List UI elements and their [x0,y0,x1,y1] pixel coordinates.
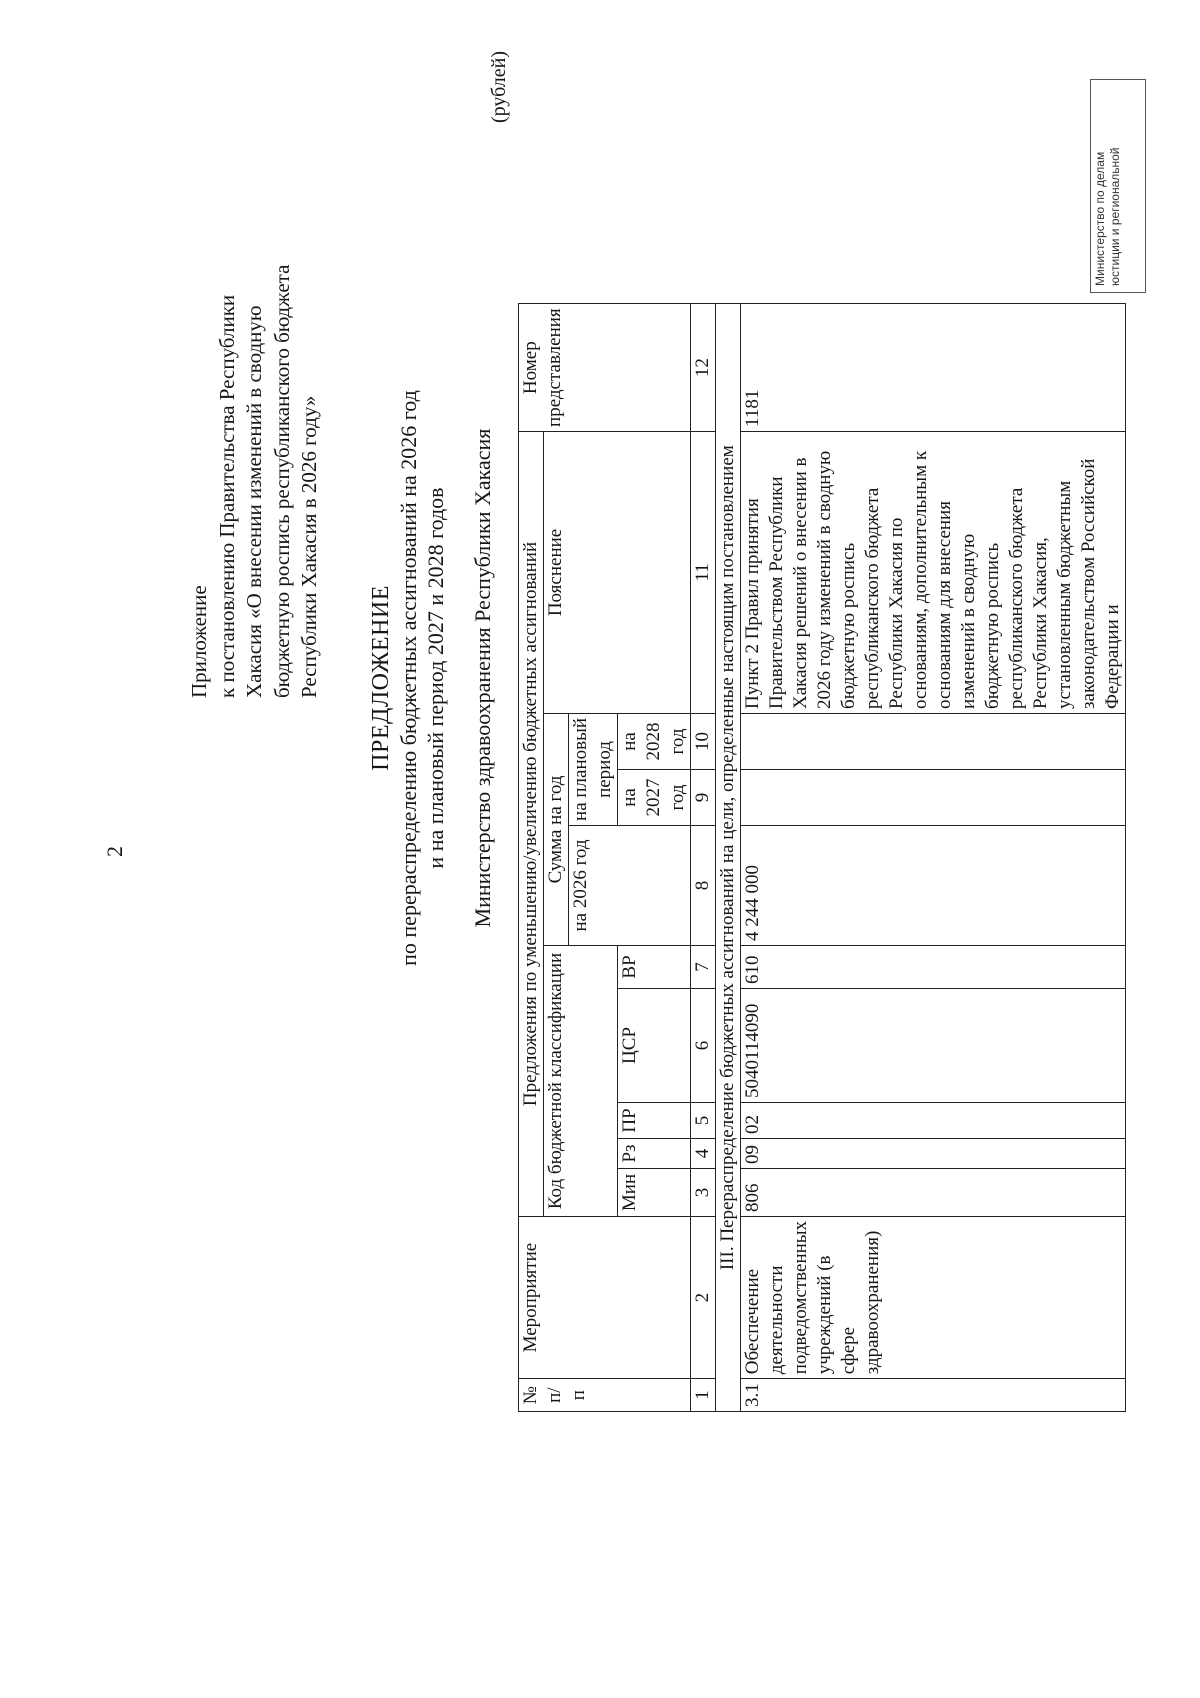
appendix-line: Приложение [187,585,211,698]
header-csr: ЦСР [618,988,691,1102]
stamp-line: юстиции и региональной [1108,147,1122,286]
cell-repr: 1181 [741,304,1126,432]
header-event: Мероприятие [519,1216,691,1378]
cell-y2026: 4 244 000 [741,825,1126,945]
cell-event: Обеспечение деятельности подведомственных учреждений (в сфере здравоохранения) [741,1216,1126,1378]
header-code: Код бюджетной классификации [544,945,618,1216]
cell-note: Пункт 2 Правил принятия Правительством Республики Хакасия решений о внесении в 2026 году изменений в сводную бюджетную роспись республиканского бюджета Республики Хакасия по основаниям, дополнительным к основаниям для внесения изменений в сводную бюджетную роспись республиканского бюджета Республики Хакасия, установленным бюджетным законодательством Российской Федерации и [741,431,1126,713]
column-number: 2 [691,1216,716,1378]
column-number-row [691,304,716,1412]
title-line-1: по перераспределению бюджетных ассигнований на 2026 год [396,390,421,966]
header-y2027: на 2027 год [618,769,691,825]
appendix-line: бюджетную роспись республиканского бюджета [269,264,294,698]
cell-pr: 02 [741,1102,1126,1138]
column-number: 6 [691,988,716,1102]
cell-y2028 [741,713,1126,769]
page-number: 2 [102,846,127,857]
cell-rz: 09 [741,1138,1126,1168]
header-plan: на плановый период [569,713,618,825]
ministry-stamp [1090,79,1146,293]
header-no: № п/п [519,1379,691,1412]
header-sum: Сумма на год [544,713,569,945]
stamp-line: Министерство по делам [1093,151,1107,286]
appendix-line: к постановлению Правительства Республики [214,294,239,698]
cell-y2027 [741,769,1126,825]
ministry-name: Министерство здравоохранения Республики Хакасия [470,428,495,928]
column-number: 9 [691,769,716,825]
header-min: Мин [618,1168,691,1216]
cell-no: 3.1 [741,1379,1126,1412]
appendix-line: Хакасия «О внесении изменений в сводную [242,305,266,698]
column-number: 1 [691,1379,716,1412]
column-number: 10 [691,713,716,769]
header-repr: Номер представления [519,304,691,432]
cell-csr: 5040114090 [741,988,1126,1102]
table-header-row [519,304,544,1412]
section-title: III. Перераспределение бюджетных ассигнований на цели, определенные настоящим постановлением [716,304,741,1412]
table-row [741,304,1126,1412]
appendix-note [186,265,324,698]
column-number: 11 [691,431,716,713]
header-proposals: Предложения по уменьшению/увеличению бюджетных ассигнований [519,431,544,1216]
header-rz: Рз [618,1138,691,1168]
column-number: 4 [691,1138,716,1168]
section-row [716,304,741,1412]
header-vr: ВР [618,945,691,988]
column-number: 5 [691,1102,716,1138]
header-note: Пояснение [544,431,691,713]
cell-min: 806 [741,1168,1126,1216]
cell-vr: 610 [741,945,1126,988]
column-number: 8 [691,825,716,945]
allocation-table [518,303,1126,1412]
column-number: 12 [691,304,716,432]
header-y2026: на 2026 год [569,825,691,945]
units-label: (рублей) [488,50,510,123]
appendix-line: Республики Хакасия в 2026 году» [297,395,321,698]
title-heading: ПРЕДЛОЖЕНИЕ [368,585,394,771]
document-title [368,198,449,1158]
header-pr: ПР [618,1102,691,1138]
title-line-2: и на плановый период 2027 и 2028 годов [423,487,448,869]
column-number: 3 [691,1168,716,1216]
column-number: 7 [691,945,716,988]
header-y2028: на 2028 год [618,713,691,769]
